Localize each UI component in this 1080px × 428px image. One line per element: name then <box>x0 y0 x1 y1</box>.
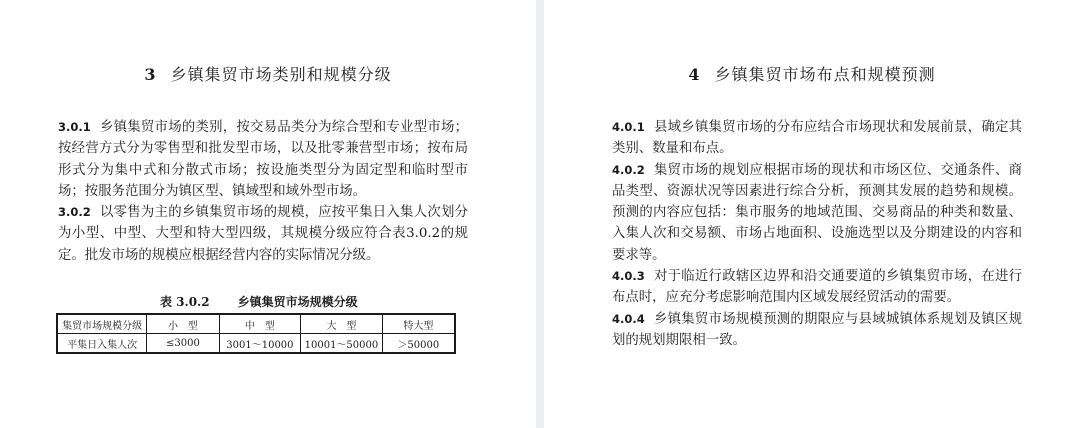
market-scale-table <box>56 313 456 354</box>
clause-text: 县域乡镇集贸市场的分布应结合市场现状和发展前景，确定其类别、数量和布点。 <box>612 120 1022 157</box>
table-caption <box>160 293 358 310</box>
clause-number: 3.0.2 <box>58 205 91 220</box>
table-cell: 小 型 <box>147 314 219 334</box>
clause-number: 4.0.1 <box>612 120 645 134</box>
left-body <box>58 117 468 266</box>
right-body <box>612 117 1022 351</box>
clause-text: 以零售为主的乡镇集贸市场的规模，应按平集日入集人次划分为小型、中型、大型和特大型四级，其规模分级应符合表3.0.2的规定。批发市场的规模应根据经营内容的实际情况分级。 <box>58 205 468 263</box>
chapter-heading: 乡镇集贸市场布点和规模预测 <box>714 65 936 84</box>
clause-number: 3.0.1 <box>58 120 91 134</box>
clause-4-0-4 <box>612 309 1022 352</box>
chapter-number: 3 <box>144 65 157 84</box>
chapter-heading: 乡镇集贸市场类别和规模分级 <box>170 65 392 84</box>
clause-text: 对于临近行政辖区边界和沿交通要道的乡镇集贸市场，在进行布点时，应充分考虑影响范围内区域发展经贸活动的需要。 <box>612 269 1022 306</box>
table-cell: 平集日入集人次 <box>57 334 147 354</box>
table-row <box>57 334 455 354</box>
clause-text: 乡镇集贸市场规模预测的期限应与县域城镇体系规划及镇区规划的规划期限相一致。 <box>612 311 1022 348</box>
table-number: 表 3.0.2 <box>160 295 210 309</box>
clause-4-0-3 <box>612 266 1022 309</box>
clause-3-0-1 <box>58 117 468 202</box>
clause-4-0-2 <box>612 160 1022 266</box>
table-cell: 集贸市场规模分级 <box>57 314 147 334</box>
table-cell: ＞50000 <box>382 334 455 354</box>
table-cell: 大 型 <box>301 314 383 334</box>
clause-number: 4.0.3 <box>612 269 645 284</box>
table-title: 乡镇集贸市场规模分级 <box>237 295 358 309</box>
table-cell: 特大型 <box>382 314 455 334</box>
clause-text: 集贸市场的规划应根据市场的现状和市场区位、交通条件、商品类型、资源状况等因素进行综合分析，预测其发展的趋势和规模。预测的内容应包括：集市服务的地域范围、交易商品的种类和数量、入集人次和交易额、市场占地面积、设施选型以及分期建设的内容和要求等。 <box>612 162 1022 263</box>
table-cell: ≤3000 <box>147 334 219 354</box>
clause-number: 4.0.2 <box>612 162 645 177</box>
chapter-3-title <box>0 62 536 85</box>
table-cell: 10001～50000 <box>301 334 383 354</box>
table-cell: 中 型 <box>219 314 301 334</box>
table-header-row <box>57 314 455 334</box>
clause-4-0-1 <box>612 117 1022 160</box>
clause-number: 4.0.4 <box>612 311 645 326</box>
clause-text: 乡镇集贸市场的类别，按交易品类分为综合型和专业型市场；按经营方式分为零售型和批发型市场，以及批零兼营型市场；按布局形式分为集中式和分散式市场；按设施类型分为固定型和临时型市场；按服务范围分为镇区型、镇域型和域外型市场。 <box>58 120 468 199</box>
table-cell: 3001～10000 <box>219 334 301 354</box>
chapter-4-title <box>544 62 1080 85</box>
chapter-number: 4 <box>688 65 701 84</box>
clause-3-0-2 <box>58 202 468 266</box>
